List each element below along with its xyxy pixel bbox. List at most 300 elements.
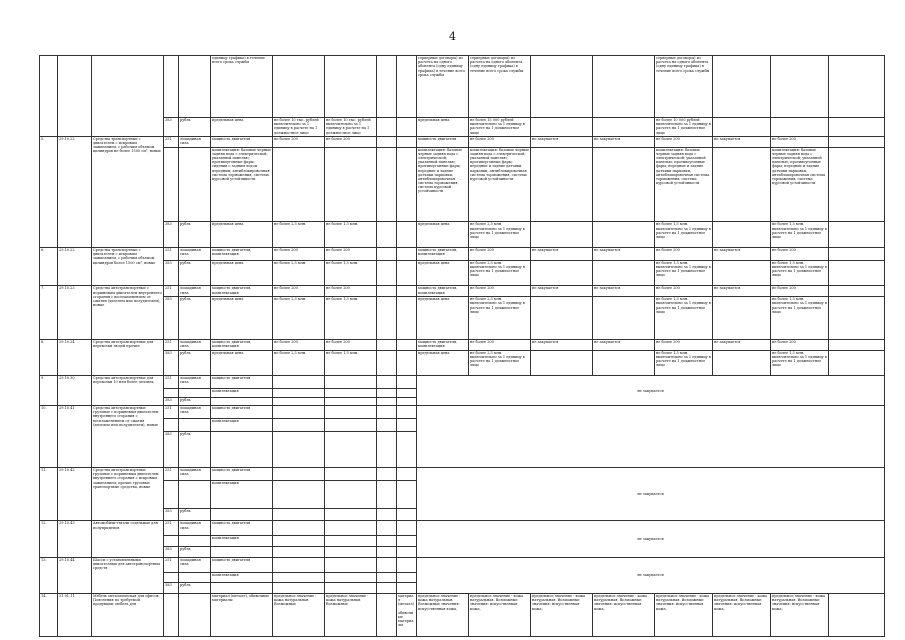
value-cell: мощность двигателя, комплектация	[211, 339, 273, 350]
value-cell: предельное значение - кожа натуральная. Возможные	[273, 594, 325, 637]
value-cell: материал (металл), обивочные материалы	[211, 594, 273, 637]
value-cell	[397, 508, 417, 521]
row-number-cell: 6.	[40, 248, 58, 286]
product-name-cell: Средства транспортные с двигателем с искровым зажиганием, с рабочим объемом цилиндров более 1500 см³, новые	[92, 248, 164, 286]
unit-cell: рубль	[179, 583, 211, 594]
unit-cell	[179, 389, 211, 398]
table-row	[40, 557, 885, 572]
property-cell: комплектация	[211, 418, 273, 431]
value-cell	[377, 297, 397, 340]
okei-code-cell: 251	[164, 557, 179, 572]
value-cell	[377, 147, 397, 222]
value-cell	[397, 248, 417, 261]
value-cell	[325, 406, 377, 419]
value-cell: предельное значение - кожа натуральная. Возможные	[325, 594, 377, 637]
row-number-cell: 5.	[40, 136, 58, 247]
value-cell	[325, 56, 377, 118]
value-cell: не более 2,5 млн. включительно за 1 единицу в расчете на 1 должностное лицо	[469, 297, 531, 340]
value-cell: не более 200	[469, 136, 531, 147]
value-cell: предельная цена	[211, 260, 273, 286]
value-cell	[397, 418, 417, 431]
product-name-cell: Мебель металлическая для офисов. Пояснения по требуемой продукции: мебель для	[92, 594, 164, 637]
okei-code-cell: 383	[164, 508, 179, 521]
value-cell	[531, 260, 593, 286]
value-cell	[829, 117, 885, 136]
product-name-cell: Средства транспортные с двигателем с искровым зажиганием, с рабочим объемом цилиндров не более 1500 см³, новые	[92, 136, 164, 247]
value-cell: не закупается	[713, 286, 771, 297]
value-cell: не более 200	[273, 286, 325, 297]
value-cell	[273, 431, 325, 467]
value-cell	[829, 594, 885, 637]
unit-cell	[179, 536, 211, 547]
value-cell: не более 200	[655, 339, 713, 350]
product-name-cell: Средства автотранспортные грузовые с поршневым двигателем внутреннего сгорания с искровым зажиганием; прочие грузовые транспортные средства, новые	[92, 468, 164, 521]
value-cell	[397, 350, 417, 376]
value-cell	[397, 397, 417, 406]
value-cell: предельное значение - кожа натуральная. Возможные значения: искусственная кожа,	[469, 594, 531, 637]
okei-code-cell: 383	[164, 397, 179, 406]
okei-code-cell: 251	[164, 468, 179, 481]
value-cell	[377, 350, 397, 376]
okei-code-cell	[164, 536, 179, 547]
product-name-cell: Средства автотранспортные для перевозки людей прочие	[92, 339, 164, 375]
value-cell	[531, 147, 593, 222]
value-cell	[377, 248, 397, 261]
value-cell: не закупается	[593, 339, 655, 350]
value-cell: мощность двигателя, комплектация	[417, 339, 469, 350]
value-cell	[273, 572, 325, 583]
value-cell	[325, 397, 377, 406]
value-cell	[593, 222, 655, 248]
table-row	[40, 406, 885, 419]
value-cell: не более 200	[325, 136, 377, 147]
value-cell	[397, 557, 417, 572]
value-cell	[273, 468, 325, 481]
okpd-code-cell: 29.10.42	[58, 468, 92, 521]
value-cell	[377, 286, 397, 297]
value-cell: не более 1,5 млн. включительно за 1 единицу в расчете на 1 должностное лицо	[771, 222, 829, 248]
table-row	[40, 222, 885, 248]
okei-code-cell: 383	[164, 260, 179, 286]
okei-code-cell	[164, 480, 179, 508]
value-cell	[325, 418, 377, 431]
value-cell: предельная цена	[417, 117, 469, 136]
value-cell: не более 2,5 млн.	[273, 350, 325, 376]
requirements-table	[39, 55, 885, 637]
value-cell	[397, 339, 417, 350]
value-cell: не закупается	[531, 286, 593, 297]
table-row	[40, 248, 885, 261]
value-cell	[273, 536, 325, 547]
value-cell	[377, 136, 397, 147]
okei-code-cell	[164, 389, 179, 398]
property-cell: комплектация	[211, 480, 273, 508]
value-cell	[531, 222, 593, 248]
value-cell	[273, 418, 325, 431]
row-number-cell: 12.	[40, 521, 58, 557]
value-cell	[377, 418, 397, 431]
value-cell	[377, 536, 397, 547]
value-cell	[325, 521, 377, 536]
unit-cell	[179, 418, 211, 431]
property-cell: мощность двигателя	[211, 376, 273, 389]
value-cell: не более 2,5 млн. включительно за 1 единицу в расчете на 1 должностное лицо	[469, 260, 531, 286]
value-cell	[397, 56, 417, 118]
value-cell: комплектация: базовые черные задняя вода с электрической; указанной панелью; противоугонные фары; передние и задние датчики парковки, антиблокировочная система торможения, система курсовой устойчивости	[655, 147, 713, 222]
value-cell: мощность двигателя	[211, 136, 273, 147]
value-cell	[273, 557, 325, 572]
property-cell	[211, 397, 273, 406]
value-cell	[397, 572, 417, 583]
unit-cell	[179, 480, 211, 508]
value-cell	[325, 508, 377, 521]
okpd-code-cell: 29.10.22	[58, 248, 92, 286]
page-number: 4	[449, 30, 456, 43]
value-cell: не более 200	[469, 339, 531, 350]
table-row	[40, 350, 885, 376]
value-cell	[273, 547, 325, 558]
value-cell	[397, 260, 417, 286]
value-cell: предельное значение - кожа натуральная. Возможные значения: искусственная кожа,	[771, 594, 829, 637]
okei-code-cell	[164, 572, 179, 583]
value-cell	[771, 117, 829, 136]
value-cell: комплектация: базовые черные задняя вода с электрической; указанной панелью; противоугонные фары; передние и задние датчики парковки, антиблокировочная система торможения, система курсовой устойчивости	[417, 147, 469, 222]
value-cell: предельная цена	[417, 297, 469, 340]
value-cell	[397, 117, 417, 136]
value-cell	[829, 286, 885, 297]
value-cell	[713, 117, 771, 136]
value-cell: не более 200	[771, 136, 829, 147]
okpd-code-cell: 29.10.22	[58, 136, 92, 247]
value-cell	[593, 350, 655, 376]
value-cell	[325, 147, 377, 222]
value-cell	[397, 536, 417, 547]
okei-code-cell: 383	[164, 222, 179, 248]
value-cell	[829, 56, 885, 118]
value-cell	[397, 468, 417, 481]
row-number-cell: 14.	[40, 594, 58, 637]
value-cell	[593, 147, 655, 222]
table-row	[40, 297, 885, 340]
value-cell	[397, 136, 417, 147]
okpd-code-cell: 29.10.41	[58, 406, 92, 468]
value-cell	[829, 260, 885, 286]
property-cell	[211, 547, 273, 558]
value-cell	[397, 521, 417, 536]
property-cell: мощность двигателя	[211, 468, 273, 481]
value-cell	[531, 56, 593, 118]
value-cell	[531, 117, 593, 136]
value-cell: не более 200	[325, 286, 377, 297]
value-cell	[273, 406, 325, 419]
value-cell	[397, 297, 417, 340]
value-cell	[397, 147, 417, 222]
value-cell	[325, 431, 377, 467]
row-number-cell: 10.	[40, 406, 58, 468]
property-cell	[211, 431, 273, 467]
value-cell	[377, 406, 397, 419]
value-cell: предельное значение - кожа натуральная. Возможные значения: искусственная кожа,	[655, 594, 713, 637]
property-cell: мощность двигателя	[211, 406, 273, 419]
table-row	[40, 468, 885, 481]
property-cell	[211, 508, 273, 521]
value-cell	[397, 431, 417, 467]
value-cell	[377, 521, 397, 536]
value-cell	[273, 397, 325, 406]
value-cell	[273, 376, 325, 389]
table-row	[40, 594, 885, 637]
okei-code-cell	[164, 56, 179, 118]
unit-cell	[179, 594, 211, 637]
value-cell: материал (металл), обивочные материалы	[397, 594, 417, 637]
value-cell: не более 1,5 млн.	[325, 222, 377, 248]
table-row	[40, 286, 885, 297]
value-cell	[713, 222, 771, 248]
value-cell	[325, 547, 377, 558]
value-cell: не более 2,5 млн.	[273, 260, 325, 286]
value-cell: комплектация: базовые черные задняя вода с электрической; указанной панелью; противоугонные фары; сидения с задним ходом передним; антиблокировочная система торможения, система курсовой устойчивости	[211, 147, 273, 222]
okei-code-cell: 383	[164, 297, 179, 340]
value-cell	[377, 260, 397, 286]
okpd-code-cell: 31.01.11	[58, 594, 92, 637]
value-cell	[397, 222, 417, 248]
okpd-code-cell: 29.10.43	[58, 521, 92, 557]
value-cell: не более 200	[655, 248, 713, 261]
value-cell: не закупается	[593, 136, 655, 147]
value-cell: не более 10 000 рублей включительно за 1 единицу в расчете на 1 должностное лицо	[656, 117, 711, 135]
unit-cell: лошадиная сила	[179, 557, 211, 572]
value-cell: не более 200	[325, 248, 377, 261]
value-cell: не более 2,5 млн.	[273, 297, 325, 340]
value-cell: не более 1,5 млн. включительно за 1 единицу в расчете на 1 должностное лицо	[655, 260, 713, 286]
okei-code-cell: 251	[164, 521, 179, 536]
table-row	[40, 136, 885, 147]
value-cell: не более 200	[771, 286, 829, 297]
value-cell	[397, 547, 417, 558]
value-cell	[325, 557, 377, 572]
value-cell: не более 1,5 млн. включительно за 1 единицу в расчете на 1 должностное лицо	[655, 222, 713, 248]
value-cell: не более 1,5 млн. включительно за 1 единицу в расчете на 1 должностное лицо	[655, 297, 713, 340]
okei-code-cell: 383	[164, 117, 179, 136]
value-cell	[325, 536, 377, 547]
value-cell	[377, 117, 397, 136]
value-cell: предельная цена	[211, 350, 273, 376]
unit-cell: лошадиная сила	[179, 339, 211, 350]
product-name-cell: Средства автотранспортные грузовые с поршневым двигателем внутреннего сгорания с воспламенением от сжатия (дизелем или полудизелем), новые	[92, 406, 164, 468]
value-cell: не более 1,5 млн.	[325, 260, 377, 286]
value-cell: не закупается	[531, 248, 593, 261]
value-cell: не более 2,5 млн. включительно за 1 единицу в расчете на 1 должностное лицо	[469, 222, 531, 248]
value-cell: не более 2,5 млн.	[273, 222, 325, 248]
value-cell: не закупается	[593, 286, 655, 297]
value-cell: мощность двигателя, комплектация	[211, 286, 273, 297]
value-cell: комплектация: базовые черные задняя вода с электрической; указанной панелью; противоугонные фары; передние и задние датчики парковки, антиблокировочная система торможения, система курсовой устойчивости	[771, 147, 829, 222]
row-number-cell: 7.	[40, 286, 58, 339]
okei-code-cell: 383	[164, 583, 179, 594]
value-cell	[377, 547, 397, 558]
value-cell	[829, 248, 885, 261]
value-cell	[829, 222, 885, 248]
okei-code-cell	[164, 418, 179, 431]
table-row	[40, 521, 885, 536]
unit-cell: лошадиная сила	[179, 376, 211, 389]
value-cell	[273, 389, 325, 398]
value-cell: не более 200	[771, 339, 829, 350]
value-cell	[325, 389, 377, 398]
value-cell	[829, 350, 885, 376]
value-cell	[593, 56, 655, 118]
unit-cell: рубль	[179, 397, 211, 406]
value-cell	[397, 480, 417, 508]
value-cell	[713, 350, 771, 376]
property-cell: мощность двигателя	[211, 557, 273, 572]
value-cell	[377, 431, 397, 467]
value-cell: не закупается	[593, 248, 655, 261]
value-cell	[713, 260, 771, 286]
okpd-code-cell: 29.10.24	[58, 339, 92, 375]
value-cell: предельное значение - кожа натуральная. Возможные значения: искусственная кожа,	[593, 594, 655, 637]
okpd-code-cell: 29.10.30	[58, 376, 92, 406]
value-cell: предельная цена	[211, 297, 273, 340]
property-cell: комплектация	[211, 536, 273, 547]
value-cell: не закупается	[713, 136, 771, 147]
unit-cell: рубль	[179, 350, 211, 376]
table-row	[40, 376, 885, 389]
table-row	[40, 117, 885, 136]
value-cell	[273, 508, 325, 521]
row-number-cell: 11.	[40, 468, 58, 521]
row-number-cell: 13.	[40, 557, 58, 593]
table-row	[40, 339, 885, 350]
value-cell	[397, 376, 417, 389]
value-cell: не более 1,5 млн. включительно за 1 единицу в расчете на 1 должностное лицо	[771, 297, 829, 340]
value-cell: не более 1,5 млн.	[325, 297, 377, 340]
value-cell: не более 1,5 млн. включительно за 1 единицу в расчете на 1 должностное лицо	[771, 350, 829, 376]
okei-code-cell: 251	[164, 376, 179, 389]
property-cell: мощность двигателя	[211, 521, 273, 536]
value-cell: не более 1,5 млн. включительно за 1 единицу в расчете на 1 должностное лицо	[771, 260, 829, 286]
value-cell: предельная цена	[417, 350, 469, 376]
value-cell: не более 200	[655, 136, 713, 147]
value-cell: не более 1,5 млн.	[325, 350, 377, 376]
unit-cell: лошадиная сила	[179, 468, 211, 481]
okei-code-cell	[164, 594, 179, 637]
unit-cell: лошадиная сила	[179, 248, 211, 261]
unit-cell	[179, 572, 211, 583]
value-cell: серверные договоры) из расчета на одного абонента (одну единицу трафика) в течение всего срока службы	[655, 56, 713, 118]
value-cell: предельное значение - кожа натуральная. Возможные значения: искусственная кожа,	[531, 594, 593, 637]
value-cell: мощность двигателя, комплектация	[417, 248, 469, 261]
value-cell	[397, 286, 417, 297]
unit-cell: рубль	[179, 508, 211, 521]
value-cell	[397, 406, 417, 419]
value-cell: не более 200	[273, 136, 325, 147]
value-cell: предельная цена	[211, 117, 273, 136]
unit-cell: лошадиная сила	[179, 521, 211, 536]
value-cell: предельная цена	[417, 222, 469, 248]
value-cell: не закупается	[713, 339, 771, 350]
value-cell	[531, 350, 593, 376]
value-cell: не более 2,5 млн. включительно за 1 единицу в расчете на 1 должностное лицо	[469, 350, 531, 376]
value-cell: комплектация: базовые черные задняя вода с электрической; указанной панелью; противоугонные фары; передние и задние датчики парковки, антиблокировочная система торможения, система курсовой устойчивости	[469, 147, 531, 222]
value-cell	[593, 117, 655, 136]
value-cell	[377, 468, 397, 481]
value-cell	[713, 297, 771, 340]
okei-code-cell	[164, 147, 179, 222]
value-cell	[273, 147, 325, 222]
value-cell: не более 200	[273, 248, 325, 261]
unit-cell: лошадиная сила	[179, 286, 211, 297]
unit-cell	[179, 56, 211, 118]
value-cell	[593, 260, 655, 286]
value-cell	[325, 480, 377, 508]
value-cell	[377, 557, 397, 572]
value-cell	[829, 339, 885, 350]
value-cell	[397, 583, 417, 594]
value-cell: не более 200	[771, 248, 829, 261]
value-cell	[829, 297, 885, 340]
property-cell: комплектация	[211, 389, 273, 398]
value-cell: не более 10 тыс. рублей включительно за 1 единицу в расчете на 1 должностное лицо	[325, 117, 377, 136]
okpd-code-cell: 29.10.44	[58, 557, 92, 593]
value-cell	[377, 594, 397, 637]
unit-cell: рубль	[179, 222, 211, 248]
value-cell	[377, 508, 397, 521]
value-cell	[531, 297, 593, 340]
value-cell	[377, 376, 397, 389]
value-cell	[829, 147, 885, 222]
value-cell	[325, 468, 377, 481]
unit-cell: рубль	[179, 117, 211, 136]
value-cell	[713, 56, 771, 118]
unit-cell	[179, 147, 211, 222]
value-cell	[829, 136, 885, 147]
unit-cell: рубль	[179, 547, 211, 558]
property-cell: комплектация	[211, 572, 273, 583]
value-cell: не более 1,5 млн. включительно за 1 единицу в расчете на 1 должностное лицо	[655, 350, 713, 376]
table-row	[40, 260, 885, 286]
value-cell	[593, 297, 655, 340]
okei-code-cell: 251	[164, 406, 179, 419]
value-cell	[325, 572, 377, 583]
merged-value-cell: не закупается	[417, 521, 885, 557]
value-cell	[771, 56, 829, 118]
value-cell: единицу трафика) в течение всего срока службы	[211, 56, 273, 118]
value-cell	[377, 389, 397, 398]
value-cell	[273, 583, 325, 594]
okei-code-cell: 383	[164, 350, 179, 376]
okei-code-cell: 251	[164, 248, 179, 261]
value-cell	[273, 521, 325, 536]
value-cell: не закупается	[531, 136, 593, 147]
merged-value-cell: не закупается	[417, 557, 885, 593]
value-cell	[713, 147, 771, 222]
okpd-code-cell	[58, 56, 92, 137]
value-cell: не более 200	[655, 286, 713, 297]
value-cell: не более 200	[273, 339, 325, 350]
value-cell: не более 200	[325, 339, 377, 350]
value-cell: предельное значение - кожа натуральная. Возможные значения: искусственная кожа,	[417, 594, 469, 637]
product-name-cell: Средства автотранспортные для перевозки 10 или более человек	[92, 376, 164, 406]
value-cell: не закупается	[713, 248, 771, 261]
value-cell	[377, 572, 397, 583]
value-cell	[325, 376, 377, 389]
value-cell	[377, 339, 397, 350]
unit-cell: рубль	[179, 431, 211, 467]
value-cell	[325, 583, 377, 594]
okei-code-cell: 251	[164, 339, 179, 350]
value-cell: не более 200	[469, 248, 531, 261]
